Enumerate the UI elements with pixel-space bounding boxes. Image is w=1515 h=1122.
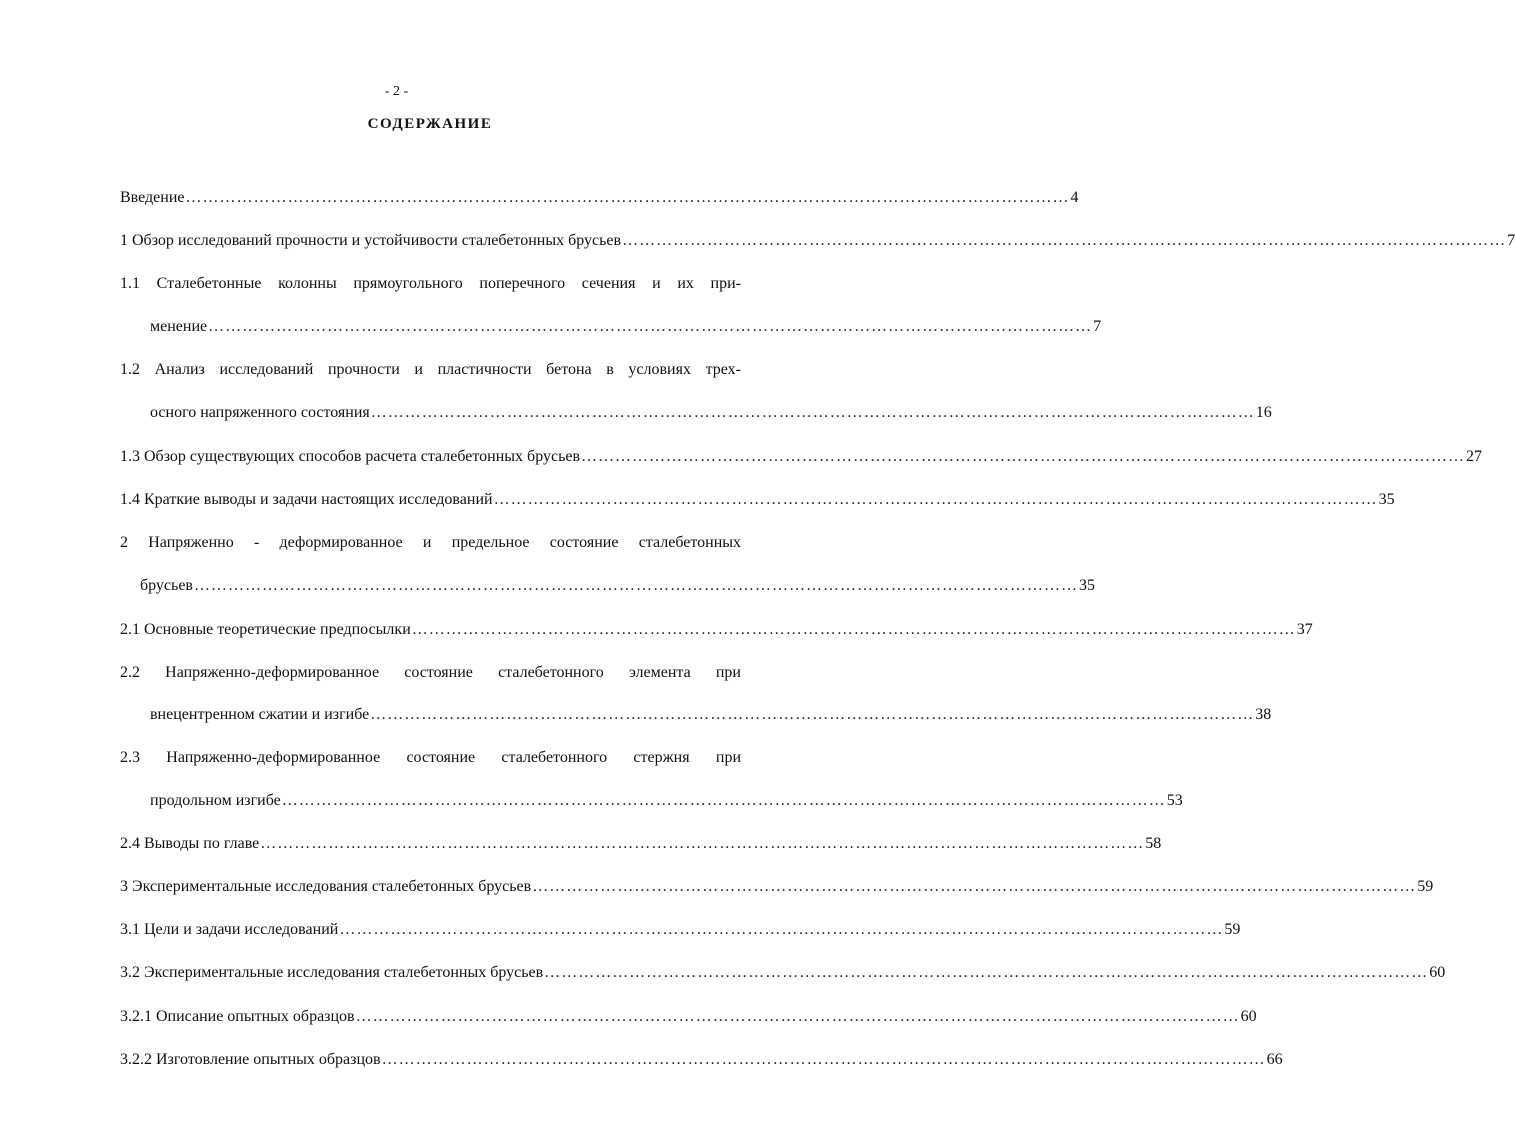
toc-entry-page: 7	[1093, 318, 1102, 335]
toc-entry-page: 38	[1255, 706, 1272, 723]
toc-leader: …………………………………………………………………………………………………………………………………………	[532, 878, 1417, 895]
page-title: СОДЕРЖАНИЕ	[367, 116, 493, 132]
toc-entry	[120, 186, 1079, 210]
toc-leader: …………………………………………………………………………………………………………………………………………	[193, 577, 1078, 594]
toc-entry	[120, 488, 1395, 512]
toc-entry-page: 16	[1255, 404, 1272, 421]
toc-entry	[120, 1005, 1257, 1029]
toc-leader: …………………………………………………………………………………………………………………………………………	[411, 621, 1296, 638]
toc-entry-label: 3 Экспериментальные исследования сталебетонных брусьев	[120, 878, 532, 895]
toc-entry-page: 7	[1507, 232, 1515, 249]
toc-entry	[120, 229, 1515, 253]
toc-entry-page: 59	[1224, 921, 1241, 938]
toc-leader: …………………………………………………………………………………………………………………………………………	[544, 964, 1429, 981]
toc-entry-page: 35	[1378, 491, 1395, 508]
toc-entry-label-line1: 2.3 Напряженно-деформированное состояние сталебетонного стержня при	[120, 749, 741, 766]
toc-entry-label: Введение	[120, 189, 185, 206]
toc-leader: …………………………………………………………………………………………………………………………………………	[281, 792, 1166, 809]
toc-entry-label: 3.2.1 Описание опытных образцов	[120, 1008, 355, 1025]
page-number: - 2 -	[384, 84, 409, 99]
toc-entry-label: 2.1 Основные теоретические предпосылки	[120, 621, 411, 638]
toc-entry-label-line1: 1.2 Анализ исследований прочности и пластичности бетона в условиях трех-	[120, 361, 741, 378]
toc-entry-label: 3.2.2 Изготовление опытных образцов	[120, 1051, 381, 1068]
toc-entry	[120, 1048, 1283, 1072]
toc-entry	[120, 618, 1313, 642]
toc-leader: …………………………………………………………………………………………………………………………………………	[260, 835, 1145, 852]
toc-entry	[150, 703, 1272, 727]
toc-entry-page: 37	[1296, 621, 1313, 638]
toc-entry-page: 4	[1070, 189, 1079, 206]
toc-entry	[120, 961, 1446, 985]
toc-entry-label: внецентренном сжатии и изгибе	[150, 706, 370, 723]
toc-entry	[120, 445, 1483, 469]
toc-entry	[120, 875, 1434, 899]
toc-entry-page: 60	[1240, 1008, 1257, 1025]
toc-entry	[150, 789, 1183, 813]
toc-entry	[150, 315, 1102, 339]
toc-entry-page: 35	[1078, 577, 1095, 594]
toc-entry-page: 66	[1266, 1051, 1283, 1068]
toc-entry-label: брусьев	[140, 577, 193, 594]
toc-entry-label: осного напряженного состояния	[150, 404, 370, 421]
toc-entry-page: 59	[1417, 878, 1434, 895]
toc-entry	[120, 918, 1241, 942]
toc-entry	[140, 574, 1095, 598]
toc-entry-label: менение	[150, 318, 208, 335]
toc-entry	[150, 401, 1272, 425]
toc-leader: …………………………………………………………………………………………………………………………………………	[370, 404, 1255, 421]
toc-entry-label: 3.1 Цели и задачи исследований	[120, 921, 339, 938]
toc-entry-label-line1: 2 Напряженно - деформированное и предельное состояние сталебетонных	[120, 534, 741, 551]
toc-entry-label: 1.4 Краткие выводы и задачи настоящих исследований	[120, 491, 493, 508]
toc-entry-label: продольном изгибе	[150, 792, 281, 809]
toc-entry-label: 2.4 Выводы по главе	[120, 835, 260, 852]
toc-entry-label: 1.3 Обзор существующих способов расчета сталебетонных брусьев	[120, 448, 581, 465]
toc-entry-page: 60	[1429, 964, 1446, 981]
toc-entry-label-line1: 2.2 Напряженно-деформированное состояние сталебетонного элемента при	[120, 664, 741, 681]
toc-entry-label: 3.2 Экспериментальные исследования сталебетонных брусьев	[120, 964, 544, 981]
toc-leader: …………………………………………………………………………………………………………………………………………	[622, 232, 1507, 249]
toc-entry-label-line1: 1.1 Сталебетонные колонны прямоугольного поперечного сечения и их при-	[120, 275, 741, 292]
toc-leader: …………………………………………………………………………………………………………………………………………	[381, 1051, 1266, 1068]
toc-entry-page: 53	[1166, 792, 1183, 809]
toc-leader: …………………………………………………………………………………………………………………………………………	[208, 318, 1093, 335]
toc-leader: …………………………………………………………………………………………………………………………………………	[339, 921, 1224, 938]
toc-leader: …………………………………………………………………………………………………………………………………………	[493, 491, 1378, 508]
toc-leader: …………………………………………………………………………………………………………………………………………	[581, 448, 1466, 465]
toc-leader: …………………………………………………………………………………………………………………………………………	[370, 706, 1255, 723]
toc-entry	[120, 832, 1162, 856]
toc-entry-page: 58	[1145, 835, 1162, 852]
toc-entry-page: 27	[1466, 448, 1483, 465]
toc-leader: …………………………………………………………………………………………………………………………………………	[355, 1008, 1240, 1025]
toc-entry-label: 1 Обзор исследований прочности и устойчивости сталебетонных брусьев	[120, 232, 622, 249]
toc-leader: …………………………………………………………………………………………………………………………………………	[185, 189, 1070, 206]
